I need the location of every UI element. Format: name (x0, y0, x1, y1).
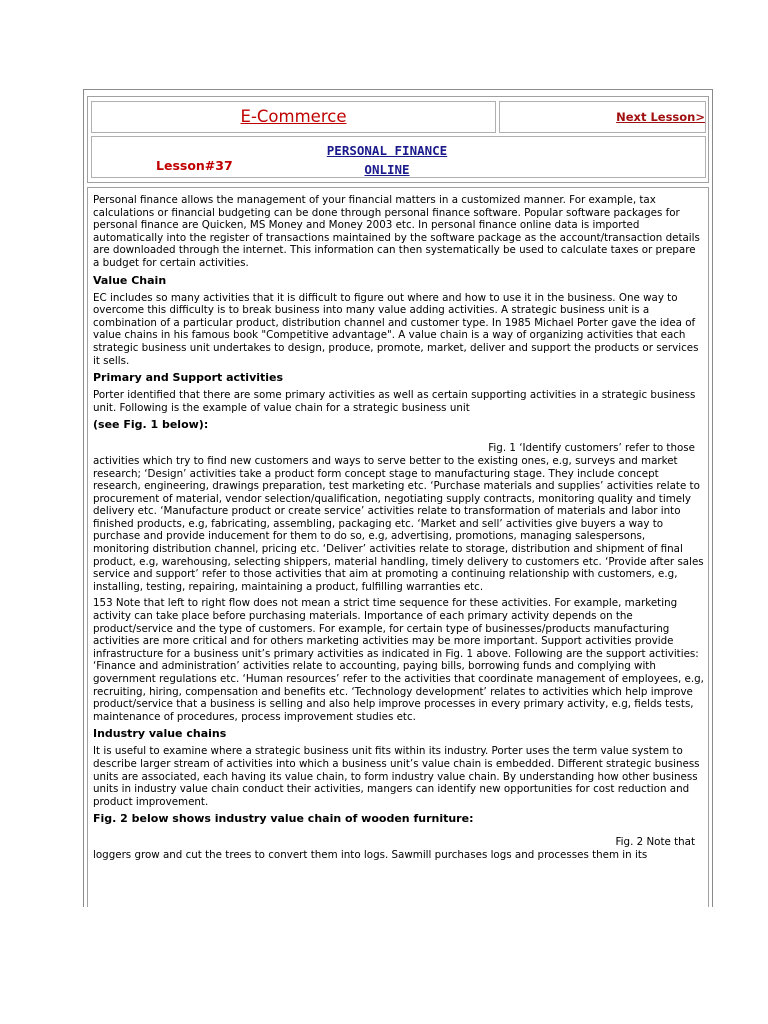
fig1-heading: (see Fig. 1 below): (93, 418, 209, 432)
next-cell (499, 101, 706, 133)
fig2-heading: Fig. 2 below shows industry value chain of wooden furniture: (93, 812, 474, 826)
topic-line-2: ONLINE (364, 162, 410, 177)
lesson-frame (83, 89, 713, 907)
value-chain-heading: Value Chain (93, 273, 167, 287)
note-paragraph: 153 Note that left to right flow does not mean a strict time sequence for these activities. For example, marketing activity can take place before purchasing materials. Importance of each primary activity depends on the product/service and the type of customers. For example, for certain type of businesses/products manufacturing activities are more critical and for others marketing activities may be more important. Support activities provide infrastructure for a business unit’s primary activities as indicated in Fig. 1 above. Following are the support activities: ‘Finance and administration’ activities relate to accounting, paying bills, borrowing funds and complying with government regulations etc. ‘Human resources’ refer to the activities that coordinate management of employees, e.g, recruiting, hiring, compensation and benefits etc. ‘Technology development’ relates to activities which help improve product/service that a business is selling and also help improve processes in every primary activity, e.g, fields tests, maintenance of procedures, process improvement studies etc. (93, 597, 704, 723)
fig1-caption: Fig. 1 ‘Identify customers’ refer to those (488, 442, 695, 455)
title-cell (91, 101, 496, 133)
industry-paragraph: It is useful to examine where a strategic business unit fits within its industry. Porter uses the term value system to describe larger stream of activities into which a business unit’s value chain is embedded. Different strategic business units are associated, each having its value chain, to form industry value chain. By understanding how other business units in industry value chain conduct their activities, mangers can identify new opportunities for cost reduction and product improvement. (93, 745, 700, 808)
primary-support-paragraph: Porter identified that there are some primary activities as well as certain supporting activities in a strategic business unit. Following is the example of value chain for a strategic business unit (93, 389, 696, 414)
lesson-header (87, 96, 709, 183)
lesson-content (87, 187, 709, 907)
value-chain-paragraph: EC includes so many activities that it is difficult to figure out where and how to use it in the business. One way to overcome this difficulty is to break business into many value adding activities. A strategic business unit is a combination of a particular product, distribution channel and customer type. In 1985 Michael Porter gave the idea of value chains in his famous book "Competitive advantage". A value chain is a way of organizing activities that each strategic business unit undertakes to design, produce, promote, market, deliver and support the products or services it sells. (93, 291, 699, 367)
course-title: E-Commerce (240, 107, 347, 126)
lesson-cell (91, 136, 706, 178)
primary-support-heading: Primary and Support activities (93, 371, 284, 385)
fig2-caption: Fig. 2 Note that (615, 836, 695, 849)
topic-line-1: PERSONAL FINANCE (326, 143, 448, 158)
lesson-number: Lesson#37 (156, 158, 233, 173)
industry-heading: Industry value chains (93, 727, 227, 741)
next-lesson-link[interactable]: Next Lesson> (616, 110, 705, 124)
fig2-paragraph: loggers grow and cut the trees to convert them into logs. Sawmill purchases logs and processes them in its (93, 848, 648, 861)
intro-paragraph: Personal finance allows the management of your financial matters in a customized manner. For example, tax calculations or financial budgeting can be done through personal finance software. Popular software packages for personal finance are Quicken, MS Money and Money 2003 etc. In personal finance online data is imported automatically into the register of transactions maintained by the software package as the account/transaction details are downloaded through the internet. This information can then systematically be used to calculate taxes or prepare a budget for certain activities. (93, 194, 700, 269)
fig1-paragraph: activities which try to find new customers and ways to serve better to the existing ones, e.g, surveys and market research; ‘Design’ activities take a product form concept stage to manufacturing stage. They include concept research, engineering, drawings preparation, test marketing etc. ‘Purchase materials and supplies’ activities relate to procurement of material, vendor selection/qualification, negotiating supply contracts, monitoring quality and timely delivery etc. ‘Manufacture product or create service’ activities relate to transformation of materials and labor into finished products, e.g, fabricating, assembling, packaging etc. ‘Market and sell’ activities give buyers a way to purchase and provide inducement for them to do so, e.g, advertising, promotions, managing salespersons, monitoring distribution channel, pricing etc. ‘Deliver’ activities relate to storage, distribution and shipment of final product, e.g, warehousing, selecting shippers, material handling, timely delivery to customers etc. ‘Provide after sales service and support’ refer to those activities that aim at promoting a continuing relationship with customers, e.g, installing, testing, repairing, maintaining a product, fulfilling warranties etc. (93, 454, 704, 593)
lesson-topic (317, 141, 457, 179)
